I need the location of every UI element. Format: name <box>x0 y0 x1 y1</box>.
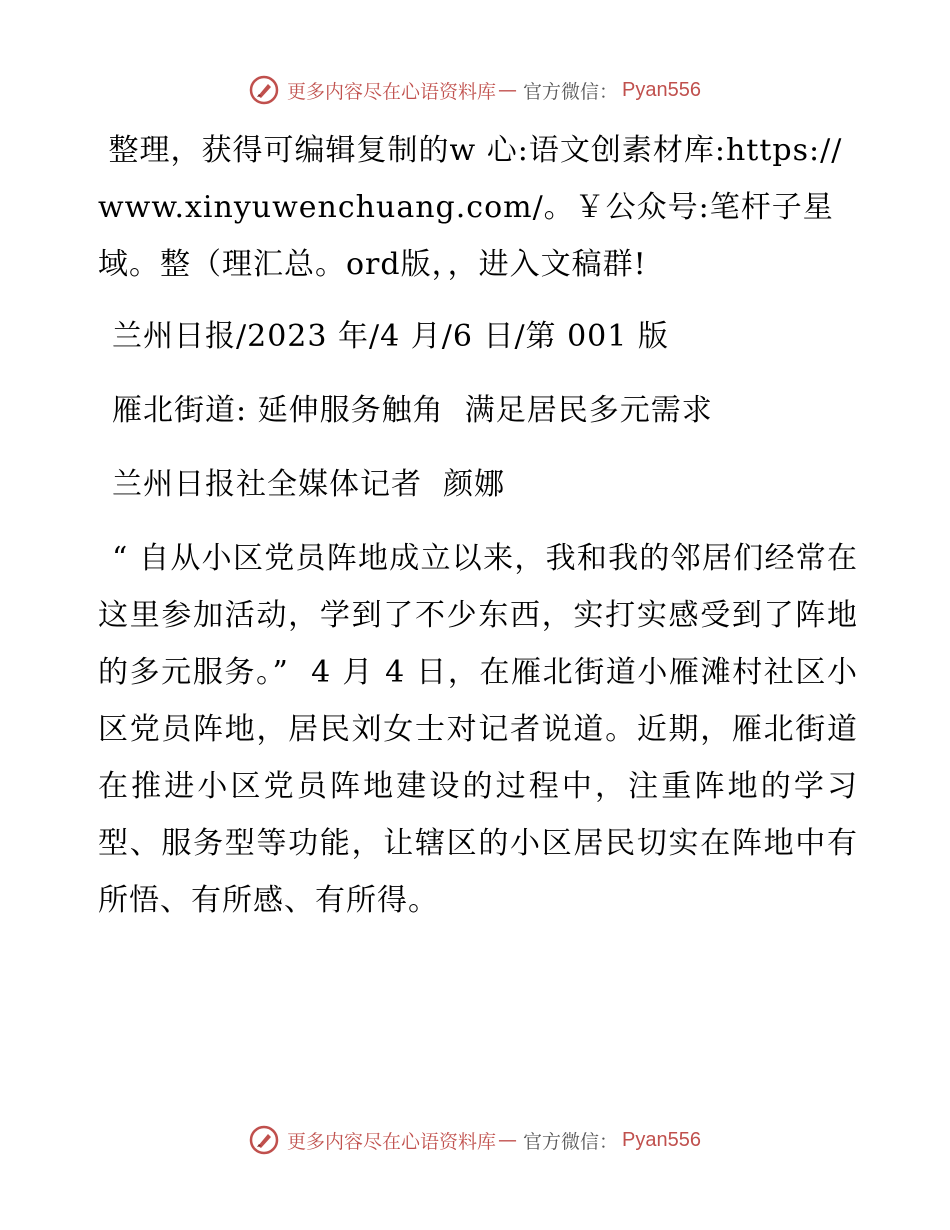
banner-text: 更多内容尽在心语资料库 <box>287 80 497 103</box>
banner-wechat-label: 官方微信： <box>523 80 619 103</box>
pen-logo-icon <box>249 75 279 105</box>
headline: 雁北街道: 延伸服务触角 满足居民多元需求 <box>112 393 713 428</box>
source-line: 兰州日报/2023 年/4 月/6 日/第 001 版 <box>112 319 669 354</box>
banner-wechat-id: Pyan556 <box>622 1128 701 1151</box>
header-banner <box>0 70 950 110</box>
document-content <box>98 122 858 929</box>
banner-wechat-label: 官方微信： <box>523 1130 619 1153</box>
byline: 兰州日报社全媒体记者 颜娜 <box>112 467 506 502</box>
pen-logo-icon <box>249 1125 279 1155</box>
promo-paragraph: 整理，获得可编辑复制的w 心:语文创素材库:https://www.xinyuwenchuang.com/。￥公众号:笔杆子星域。整（理汇总。ord版，，进入文稿群! <box>98 133 843 282</box>
banner-text: 更多内容尽在心语资料库 <box>287 1130 497 1153</box>
footer-banner <box>0 1120 950 1160</box>
banner-separator: — <box>498 79 518 101</box>
banner-wechat-id: Pyan556 <box>622 78 701 101</box>
banner-separator: — <box>498 1129 518 1151</box>
body-paragraph: “ 自从小区党员阵地成立以来，我和我的邻居们经常在这里参加活动，学到了不少东西，实打实感受到了阵地的多元服务。” 4 月 4 日，在雁北街道小雁滩村社区小区党员阵地，居民刘女士对记者说道。近期，雁北街道在推进小区党员阵地建设的过程中，注重阵地的学习型、服务型等功能，让辖区的小区居民切实在阵地中有所悟、有所感、有所得。 <box>98 541 858 918</box>
